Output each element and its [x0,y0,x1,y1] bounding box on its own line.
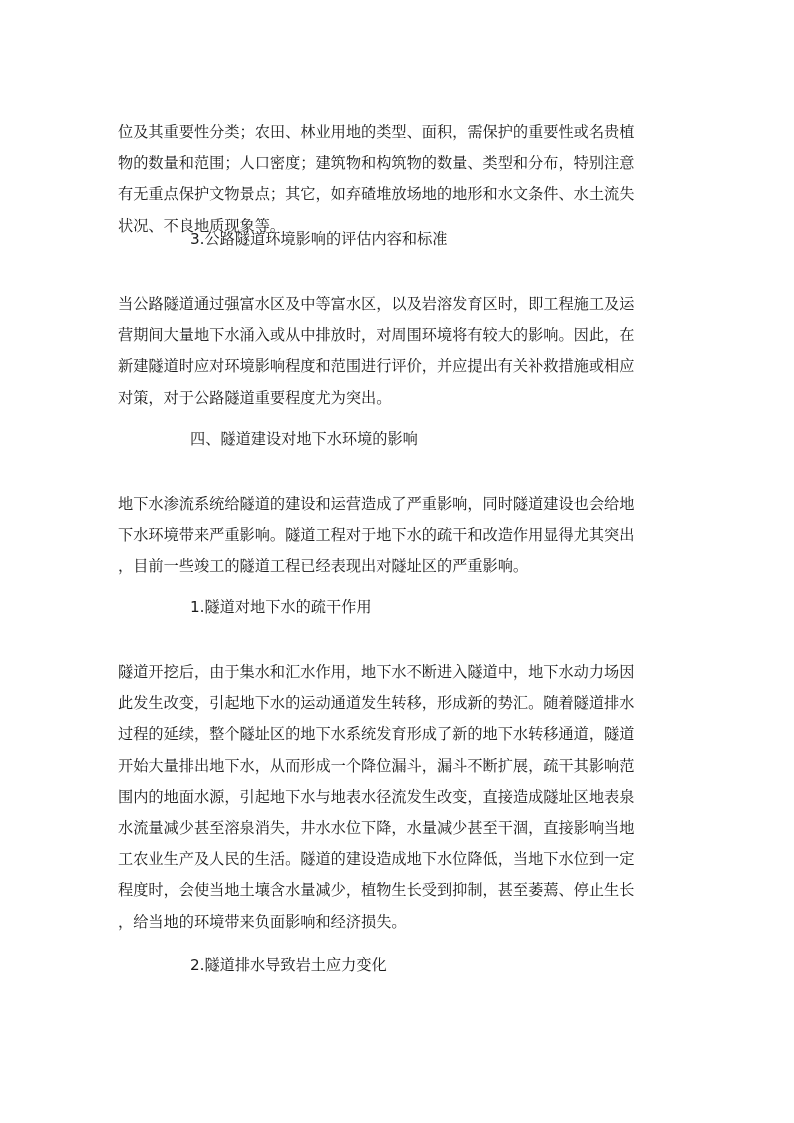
text-line: 状况、不良地质现象等。 [118,216,286,235]
text-line: 水流量减少甚至溶泉消失，井水水位下降，水量减少甚至干涸，直接影响当地 [118,818,635,837]
paragraph-tunnel-assessment [118,289,678,414]
text-line: 当公路隧道通过强富水区及中等富水区，以及岩溶发育区时，即工程施工及运 [118,295,635,313]
text-line: 程度时，会使当地土壤含水量减少，植物生长受到抑制，甚至萎蔫、停止生长 [118,881,635,900]
text-line: 对策，对于公路隧道重要程度尤为突出。 [118,388,392,407]
text-line: 地下水渗流系统给隧道的建设和运营造成了严重影响，同时隧道建设也会给地 [118,495,635,513]
paragraph-drainage-effect [118,657,678,938]
text-line: 物的数量和范围；人口密度；建筑物和构筑物的数量、类型和分布，特别注意 [118,154,635,173]
text-line: 有无重点保护文物景点；其它，如弃碴堆放场地的地形和水文条件、水土流失 [118,185,635,204]
section-heading-1: 1.隧道对地下水的疏干作用 [190,598,372,616]
text-line: 工农业生产及人民的生活。隧道的建设造成地下水位降低，当地下水位到一定 [118,850,635,869]
text-line: 围内的地面水源，引起地下水与地表水径流发生改变，直接造成隧址区地表泉 [118,787,635,806]
section-heading-3: 3.公路隧道环境影响的评估内容和标准 [190,230,448,248]
text-line: 此发生改变，引起地下水的运动通道发生转移，形成新的势汇。随着隧道排水 [118,694,635,713]
text-line: 下水环境带来严重影响。隧道工程对于地下水的疏干和改造作用显得尤其突出 [118,526,635,545]
paragraph-site-survey [118,117,678,242]
section-heading-2: 2.隧道排水导致岩土应力变化 [190,956,387,974]
text-line: 隧道开挖后，由于集水和汇水作用，地下水不断进入隧道中，地下水动力场因 [118,663,635,681]
text-line: 过程的延续，整个隧址区的地下水系统发育形成了新的地下水转移通道，隧道 [118,725,635,744]
text-line: 新建隧道时应对环境影响程度和范围进行评价，并应提出有关补救措施或相应 [118,357,635,376]
text-line: ，给当地的环境带来负面影响和经济损失。 [118,912,407,931]
text-line: ，目前一些竣工的隧道工程已经表现出对隧址区的严重影响。 [118,557,529,576]
text-line: 营期间大量地下水涌入或从中排放时，对周围环境将有较大的影响。因此，在 [118,326,635,345]
text-line: 开始大量排出地下水，从而形成一个降位漏斗，漏斗不断扩展，疏干其影响范 [118,756,635,775]
section-heading-four: 四、隧道建设对地下水环境的影响 [190,430,418,448]
paragraph-groundwater-seepage [118,489,678,583]
text-line: 位及其重要性分类；农田、林业用地的类型、面积，需保护的重要性或名贵植 [118,123,635,141]
